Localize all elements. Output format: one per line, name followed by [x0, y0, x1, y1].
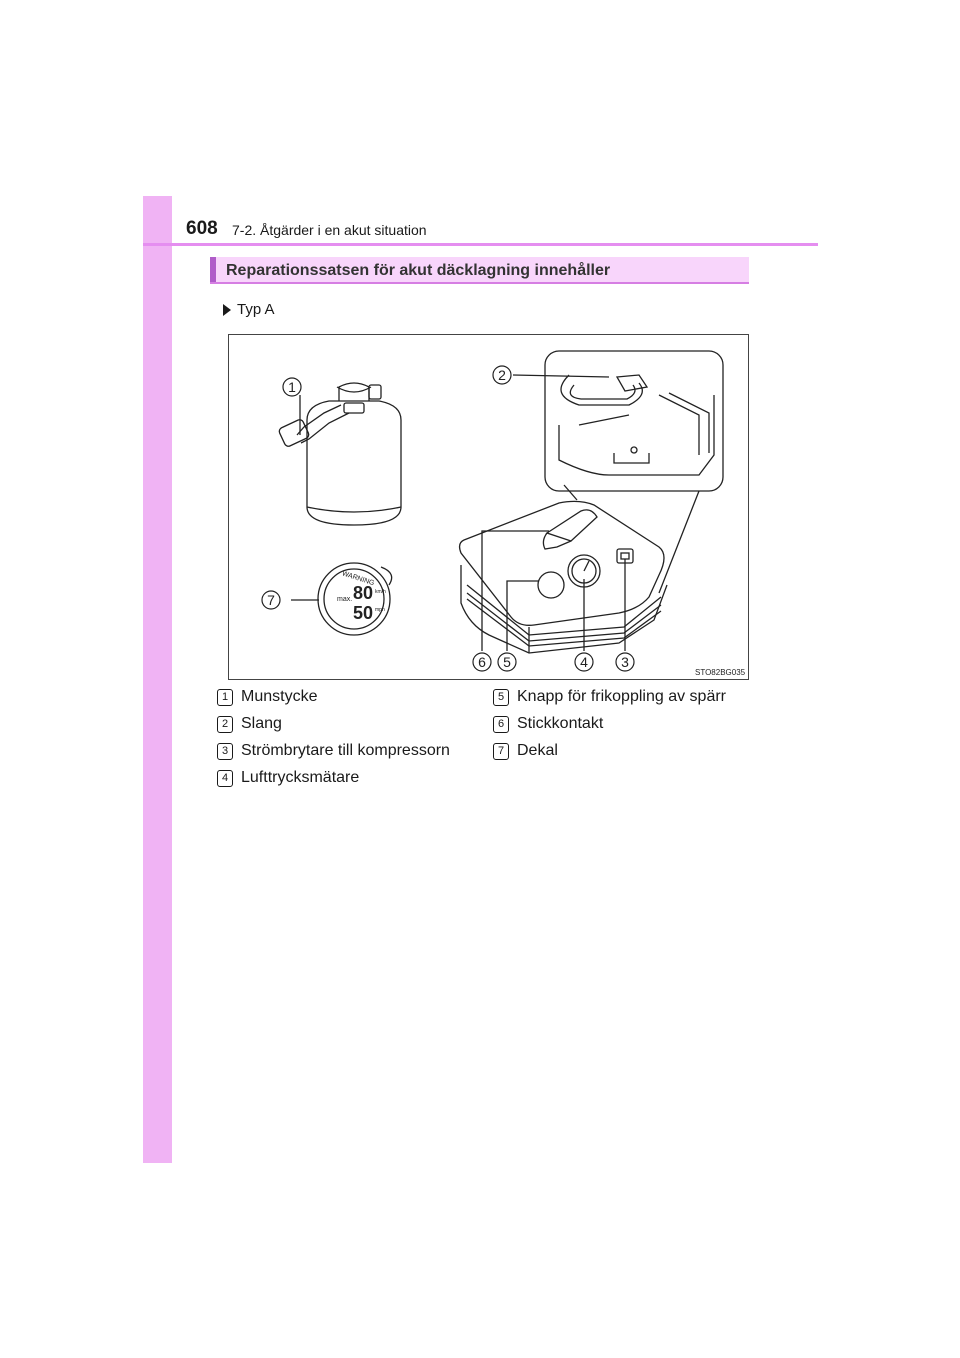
legend-badge: 4	[217, 770, 233, 787]
section-heading-text: Reparationssatsen för akut däcklagning innehåller	[226, 262, 611, 279]
type-label: Typ A	[237, 301, 275, 318]
compressor-drawing	[460, 501, 667, 653]
legend-item-5	[493, 688, 726, 706]
legend-badge: 6	[493, 716, 509, 733]
legend-label: Munstycke	[241, 688, 318, 705]
decal-speed-mph: 50	[353, 603, 374, 623]
figure-code: STO82BG035	[695, 668, 746, 677]
legend-item-6	[493, 715, 603, 733]
type-label-row	[223, 301, 275, 318]
callout-3-label: 3	[621, 654, 629, 670]
legend-label: Dekal	[517, 742, 558, 759]
legend-badge: 2	[217, 716, 233, 733]
section-heading	[210, 257, 749, 284]
legend-label: Strömbrytare till kompressorn	[241, 742, 450, 759]
legend-item-1	[217, 688, 317, 706]
callout-1-label: 1	[288, 379, 296, 395]
legend-label: Lufttrycksmätare	[241, 769, 360, 786]
decal-speed-kmh: 80	[353, 583, 374, 603]
legend-label: Knapp för frikoppling av spärr	[517, 688, 726, 705]
hose-storage-zoom-drawing	[545, 351, 723, 491]
page-number: 608	[186, 218, 218, 239]
legend-item-2	[217, 715, 282, 733]
legend-label: Slang	[241, 715, 282, 732]
legend-label: Stickkontakt	[517, 715, 604, 732]
legend-item-7	[493, 742, 558, 760]
legend-badge: 1	[217, 689, 233, 706]
side-tab-band	[143, 196, 172, 1163]
legend-item-3	[217, 742, 450, 760]
legend-badge: 3	[217, 743, 233, 760]
decal-warning-text: WARNING	[341, 570, 376, 588]
callout-5-label: 5	[503, 654, 511, 670]
repair-kit-illustration	[228, 334, 749, 680]
legend-item-4	[217, 769, 359, 787]
callout-6-label: 6	[478, 654, 486, 670]
callout-7-label: 7	[267, 592, 275, 608]
callout-2-label: 2	[498, 367, 506, 383]
triangle-bullet-icon	[223, 304, 231, 316]
legend-badge: 7	[493, 743, 509, 760]
sealant-bottle-drawing	[278, 383, 401, 525]
decal-unit-kmh: km/h	[375, 589, 386, 595]
section-title: 7-2. Åtgärder i en akut situation	[232, 222, 427, 238]
legend-badge: 5	[493, 689, 509, 706]
callout-4-label: 4	[580, 654, 588, 670]
decal-max-text: max.	[337, 596, 353, 603]
decal-unit-mph: mph	[375, 607, 385, 613]
header-rule	[143, 243, 818, 246]
